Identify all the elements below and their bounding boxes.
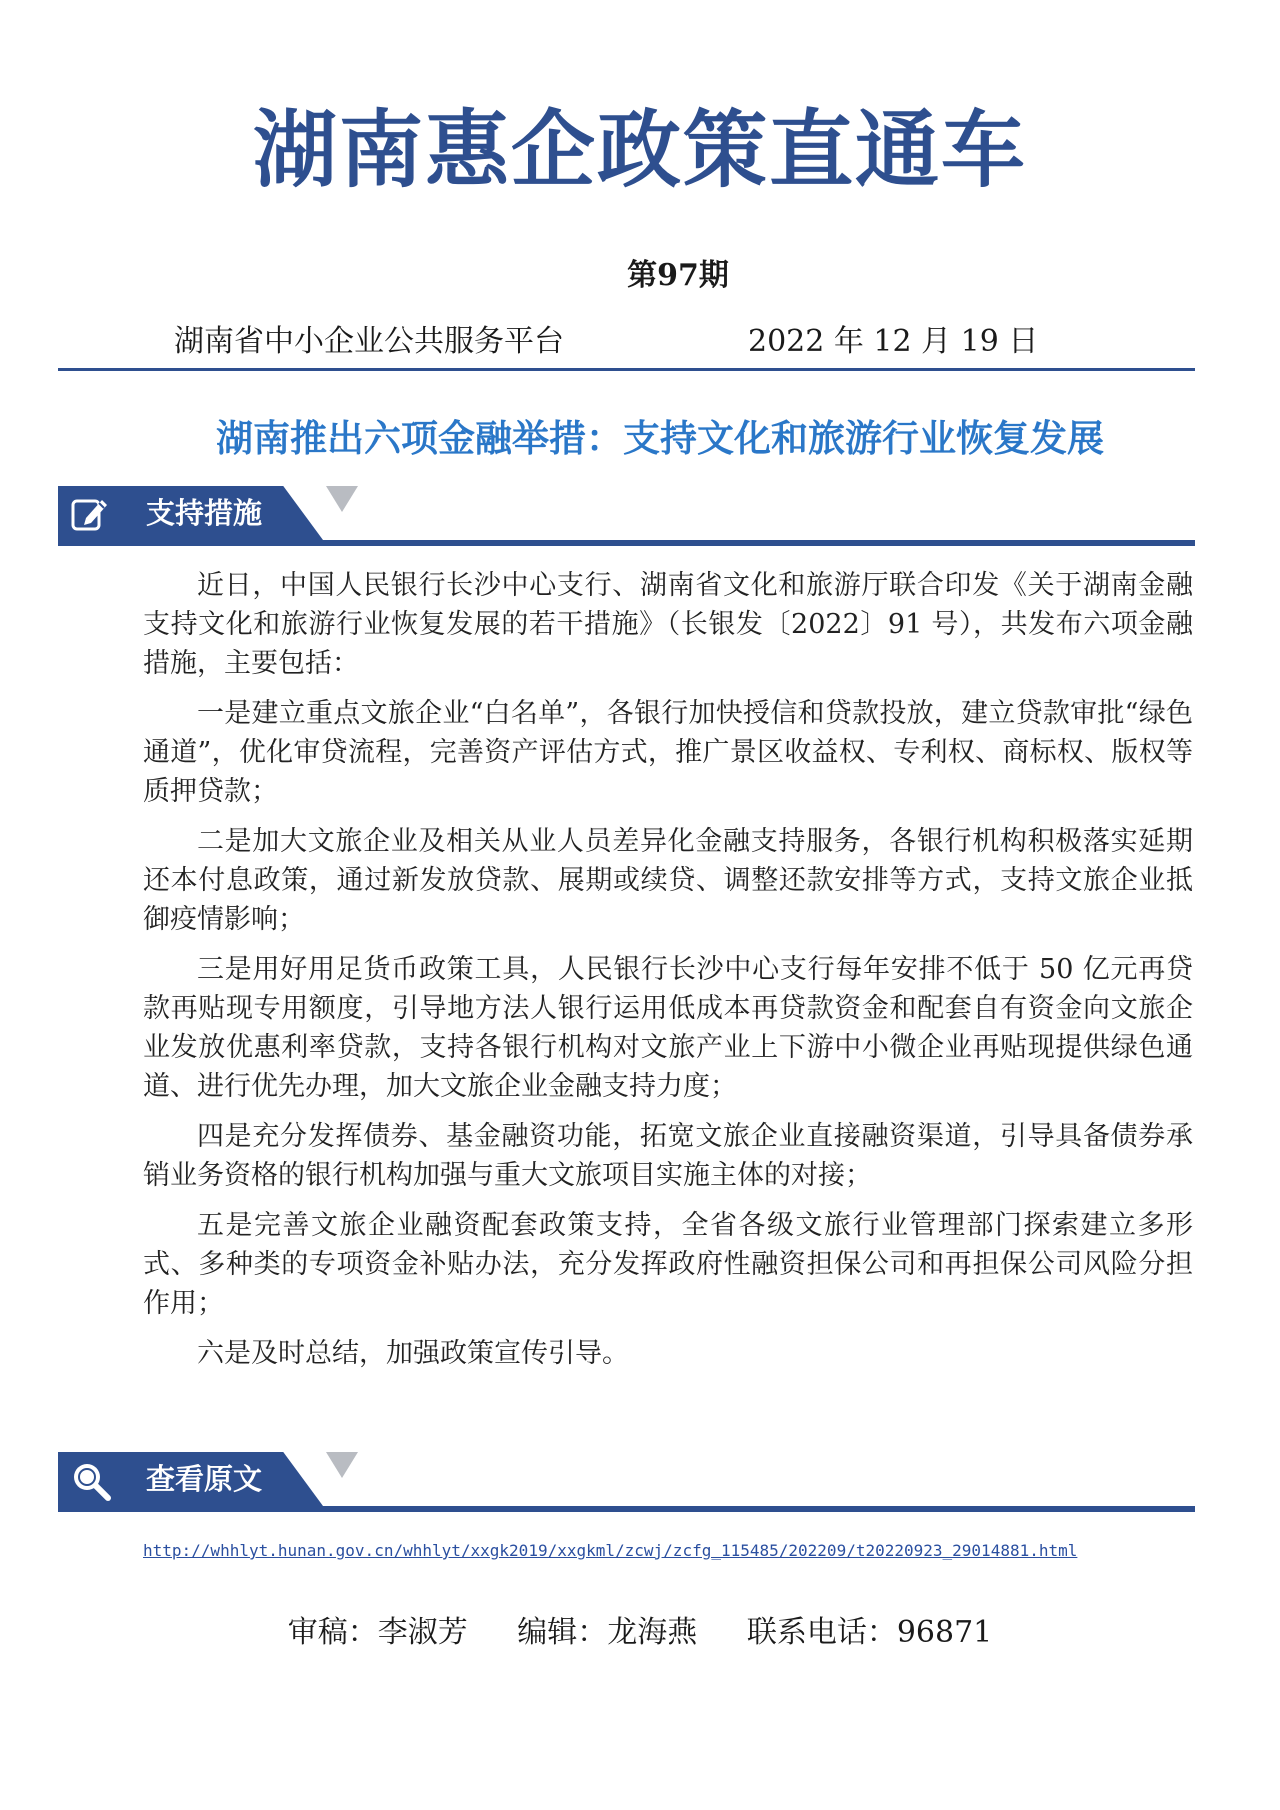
paragraph-measure-2: 二是加大文旅企业及相关从业人员差异化金融支持服务，各银行机构积极落实延期还本付息政策，通过新发放贷款、展期或续贷、调整还款安排等方式，支持文旅企业抵御疫情影响； xyxy=(143,826,1193,935)
paragraph-measure-5: 五是完善文旅企业融资配套政策支持，全省各级文旅行业管理部门探索建立多形式、多种类的专项资金补贴办法，充分发挥政府性融资担保公司和再担保公司风险分担作用； xyxy=(143,1210,1193,1319)
issue-number: 第97期 xyxy=(627,258,729,293)
publish-date: 2022 年 12 月 19 日 xyxy=(748,324,1039,359)
paragraph-measure-1: 一是建立重点文旅企业“白名单”，各银行加快授信和贷款投放，建立贷款审批“绿色通道”，优化审贷流程，完善资产评估方式，推广景区收益权、专利权、商标权、版权等质押贷款； xyxy=(143,698,1193,807)
contact-phone: 联系电话：96871 xyxy=(746,1615,993,1650)
paragraph-measure-4: 四是充分发挥债券、基金融资功能，拓宽文旅企业直接融资渠道，引导具备债券承销业务资格的银行机构加强与重大文旅项目实施主体的对接； xyxy=(143,1121,1193,1191)
search-icon xyxy=(68,1458,112,1502)
editorial-footer xyxy=(0,1612,1280,1654)
section-label: 查看原文 xyxy=(146,1462,263,1496)
section-wedge xyxy=(326,486,358,512)
section-label: 支持措施 xyxy=(146,496,263,530)
publisher-name: 湖南省中小企业公共服务平台 xyxy=(174,324,564,359)
section-wedge xyxy=(326,1452,358,1478)
reviewer: 审稿：李淑芳 xyxy=(287,1615,468,1650)
section-bar xyxy=(58,540,1195,546)
section-header-measures xyxy=(58,486,1195,546)
paragraph-intro: 近日，中国人民银行长沙中心支行、湖南省文化和旅游厅联合印发《关于湖南金融支持文化和旅游行业恢复发展的若干措施》（长银发〔2022〕91 号），共发布六项金融措施，主要包括： xyxy=(143,570,1193,679)
source-link[interactable]: http://whhlyt.hunan.gov.cn/whhlyt/xxgk2019/xxgkml/zcwj/zcfg_115485/202209/t20220923_29014881.html xyxy=(143,1541,1078,1560)
paragraph-measure-6: 六是及时总结，加强政策宣传引导。 xyxy=(197,1338,629,1369)
edit-icon xyxy=(68,492,112,536)
section-header-original xyxy=(58,1452,1195,1512)
section-bar xyxy=(58,1506,1195,1512)
header-divider xyxy=(58,368,1195,371)
article-headline: 湖南推出六项金融举措：支持文化和旅游行业恢复发展 xyxy=(216,417,1104,460)
masthead-title: 湖南惠企政策直通车 xyxy=(252,101,1027,199)
editor: 编辑：龙海燕 xyxy=(517,1615,698,1650)
paragraph-measure-3: 三是用好用足货币政策工具，人民银行长沙中心支行每年安排不低于 50 亿元再贷款再贴现专用额度，引导地方法人银行运用低成本再贷款资金和配套自有资金向文旅企业发放优惠利率贷款，支持各银行机构对文旅产业上下游中小微企业再贴现提供绿色通道、进行优先办理，加大文旅企业金融支持力度； xyxy=(143,954,1193,1102)
article-body xyxy=(143,566,1193,1384)
